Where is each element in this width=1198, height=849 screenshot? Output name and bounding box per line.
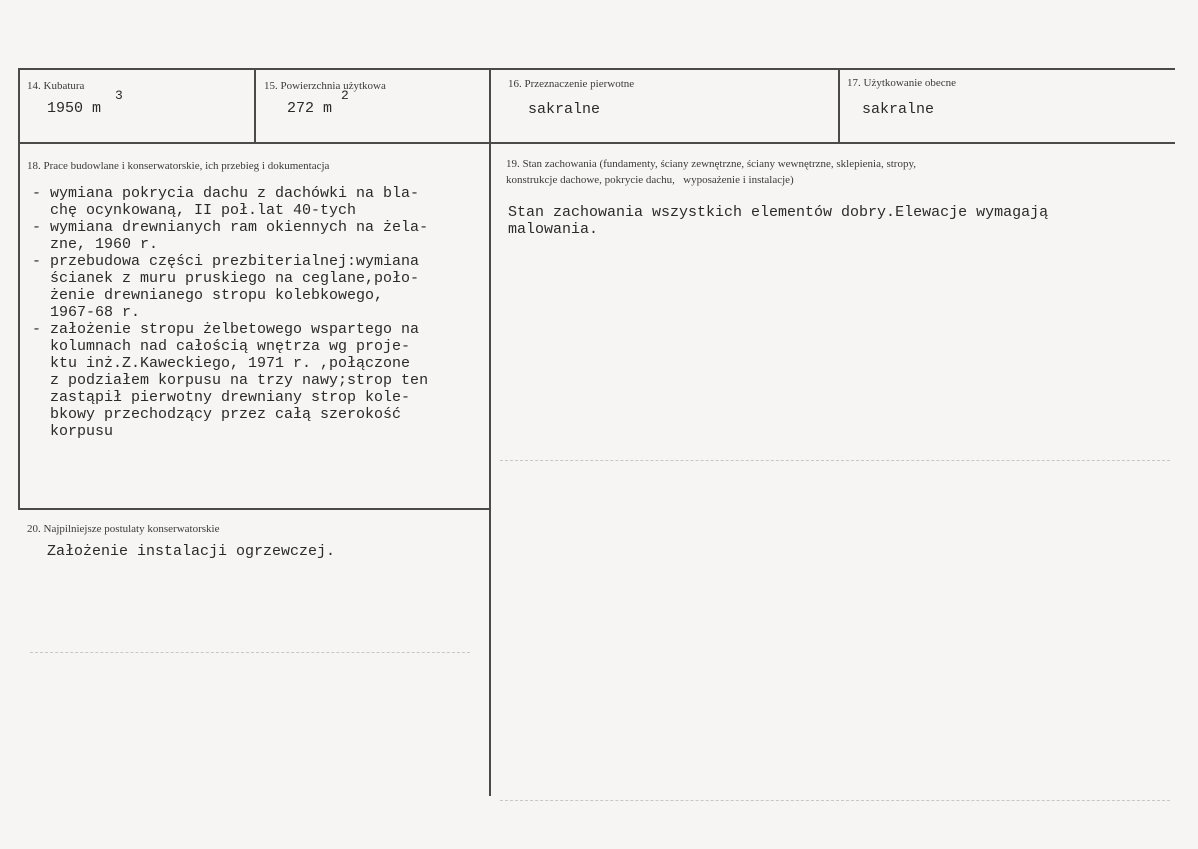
text-line: korpusu	[32, 423, 114, 440]
text-line: - przebudowa części prezbiterialnej:wymiana	[32, 253, 420, 270]
text-line: - wymiana pokrycia dachu z dachówki na bla-	[32, 185, 420, 202]
text-line: z podziałem korpusu na trzy nawy;strop ten	[32, 372, 429, 389]
ghost-line	[500, 460, 1170, 461]
top-rule	[18, 68, 1175, 70]
text-line: 1967-68 r.	[32, 304, 141, 321]
postulaty-value: Założenie instalacji ogrzewczej.	[47, 543, 336, 560]
ghost-line	[30, 652, 470, 653]
section20-rule	[18, 508, 490, 510]
prace-budowlane-label: 18. Prace budowlane i konserwatorskie, ich przebieg i dokumentacja	[27, 160, 330, 172]
postulaty-label: 20. Najpilniejsze postulaty konserwatorskie	[27, 523, 220, 535]
powierzchnia-unit-exponent: 2	[341, 88, 349, 103]
text-line: zastąpił pierwotny drewniany strop kole-	[32, 389, 411, 406]
text-line: kolumnach nad całością wnętrza wg proje-	[32, 338, 411, 355]
prace-budowlane-text	[32, 185, 428, 440]
text-line: - wymiana drewnianych ram okiennych na żela-	[32, 219, 429, 236]
text-line: - założenie stropu żelbetowego wspartego na	[32, 321, 420, 338]
stan-zachowania-label-cont: konstrukcje dachowe, pokrycie dachu, wyposażenie i instalacje)	[506, 174, 794, 186]
uzytkowanie-label: 17. Użytkowanie obecne	[847, 77, 957, 89]
col-divider-1	[254, 68, 256, 143]
uzytkowanie-value: sakralne	[862, 101, 935, 118]
stan-zachowania-text	[508, 204, 1048, 238]
powierzchnia-value: 272 m	[287, 100, 333, 117]
text-line: ścianek z muru pruskiego na ceglane,poło-	[32, 270, 420, 287]
kubatura-unit-exponent: 3	[115, 88, 123, 103]
text-line: Stan zachowania wszystkich elementów dobry.Elewacje wymagają	[508, 204, 1049, 221]
col-divider-3	[838, 68, 840, 143]
col-divider-2	[489, 68, 491, 796]
powierzchnia-label: 15. Powierzchnia użytkowa	[264, 80, 386, 92]
ghost-line	[500, 800, 1170, 801]
kubatura-label: 14. Kubatura	[27, 80, 85, 92]
text-line: malowania.	[508, 221, 599, 238]
text-line: zne, 1960 r.	[32, 236, 159, 253]
left-border	[18, 68, 20, 509]
text-line: chę ocynkowaną, II poł.lat 40-tych	[32, 202, 357, 219]
przeznaczenie-label: 16. Przeznaczenie pierwotne	[508, 78, 635, 90]
stan-zachowania-label: 19. Stan zachowania (fundamenty, ściany zewnętrzne, ściany wewnętrzne, sklepienia, stropy,	[506, 158, 917, 170]
przeznaczenie-value: sakralne	[528, 101, 601, 118]
text-line: żenie drewnianego stropu kolebkowego,	[32, 287, 384, 304]
kubatura-value: 1950 m	[47, 100, 102, 117]
row1-rule	[18, 142, 1175, 144]
text-line: bkowy przechodzący przez całą szerokość	[32, 406, 402, 423]
text-line: ktu inż.Z.Kaweckiego, 1971 r. ,połączone	[32, 355, 411, 372]
